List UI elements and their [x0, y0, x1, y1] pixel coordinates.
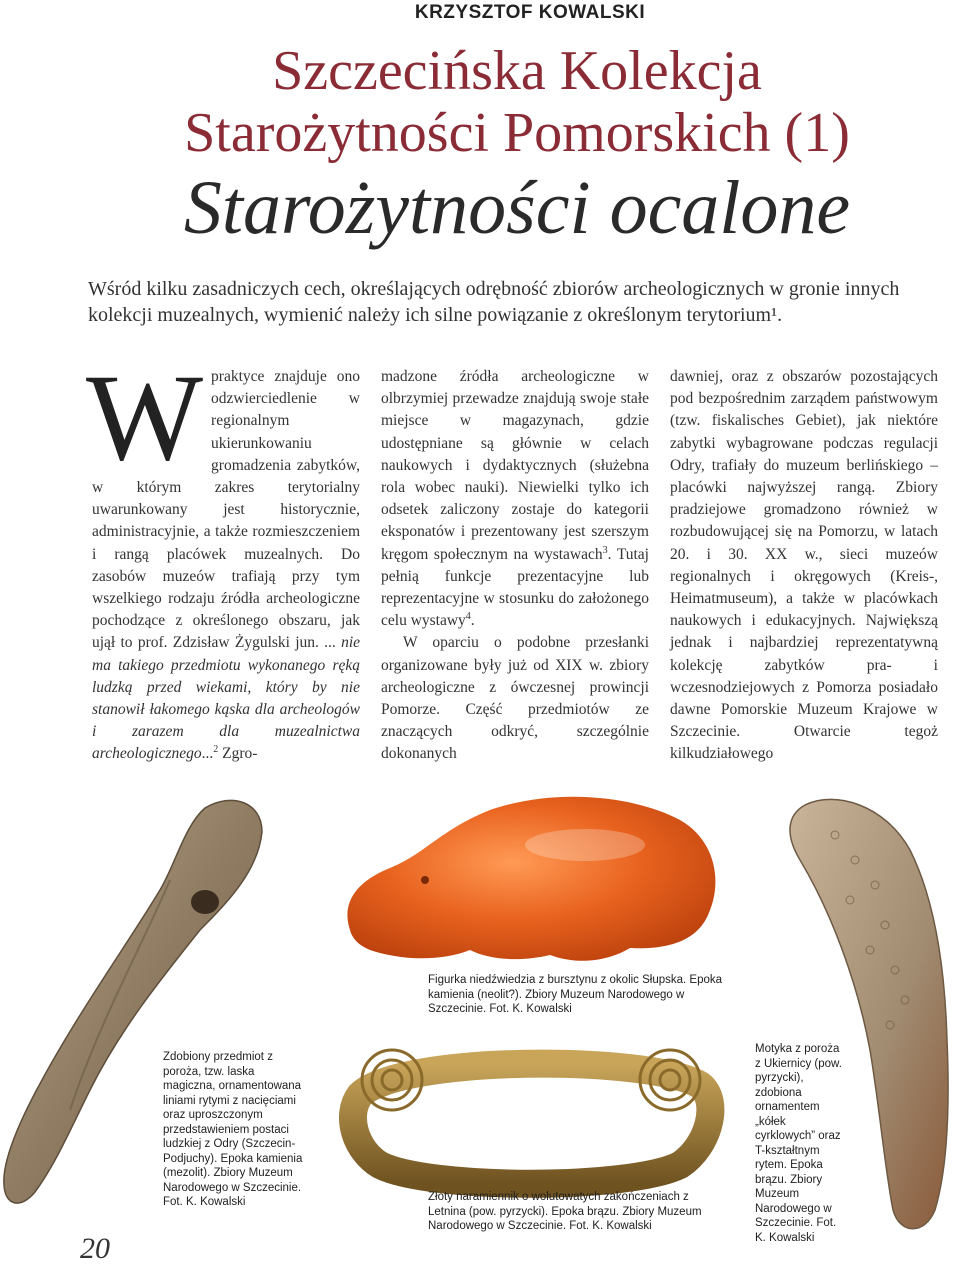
title-line-1: Szczecińska Kolekcja: [272, 40, 762, 102]
caption-antler-mattock: Motyka z poroża z Ukiernicy (pow. pyrzycki), zdobiona ornamentem „kółek cyrklowych” oraz T-kształtnym rytem. Epoka brązu. Zbiory Muzeum Narodowego w Szczecinie. Fot. K. Kowalski: [755, 1043, 842, 1244]
column2-text-c: .: [470, 612, 475, 630]
page-number: 20: [80, 1232, 110, 1265]
caption-antler-staff: Zdobiony przedmiot z poroża, tzw. laska magiczna, ornamentowana liniami rytymi z nacięciami oraz uproszczonym przedstawieniem postaci ludzkiej z Odry (Szczecin-Podjuchy). Epoka kamienia (mezolit). Zbiory Muzeum Narodowego w Szczecinie. Fot. K. Kowalski: [163, 1051, 303, 1208]
column1-paragraph: [86, 349, 360, 766]
column1-quote: nie ma takiego przedmiotu wykonanego ręką ludzką przed wiekami, który by nie stanowił łakomego kąska dla archeologów i zarazem dla muzealnictwa archeologicznego: [92, 634, 360, 763]
footnote-ref-3: 3: [602, 544, 608, 556]
lead-paragraph: Wśród kilku zasadniczych cech, określających odrębność zbiorów archeologicznych w gronie innych kolekcji muzealnych, wymienić należy ich silne powiązanie z określonym terytorium¹.: [88, 278, 900, 326]
column2-text-a: madzone źródła archeologiczne w olbrzymiej przewadze znajdują swoje stałe miejsce w magazynach, gdzie udostępniane są głównie w celach naukowych i dydaktycznych (służebna rola wobec nauki). Niewielki tylko ich odsetek zaliczony zostaje do kategorii eksponatów i prezentowany jest szerszym kręgom społecznym na wystawach: [381, 368, 649, 563]
article-column-2: [381, 366, 649, 766]
footnote-ref-2: 2: [213, 744, 219, 756]
column3-paragraph: dawniej, oraz z obszarów pozostających pod bezpośrednim zarządem państwowym (tzw. fiskalisches Gebiet), jak niektóre zabytki wybagrowane podczas regulacji Odry, trafiały do muzeum berlińskiego – placówki najwyższej rangą. Zbiory pradziejowe gromadzono również w rozbudowującej się na Pomorzu, w latach 20. i 30. XX w., sieci muzeów regionalnych i okręgowych (Kreis-, Heimatmuseum), a także w placówkach naukowych i edukacyjnych. Największą jednak i najbardziej reprezentatywną kolekcję zabytków pra- i wczesnodziejowych z Pomorza posiadało dawne Pomorskie Muzeum Krajowe w Szczecinie. Otwarcie tegoż kilkudziałowego: [670, 368, 938, 763]
column2-paragraph-1: [381, 366, 649, 632]
bronze-bracelet-photo: [330, 1025, 730, 1195]
column1-text-c: Zgro-: [218, 745, 258, 763]
title-line-2: Starożytności Pomorskich (1): [184, 102, 850, 164]
column2-text-b: . Tutaj pełnią funkcje prezentacyjne lub reprezentacyjne w stosunku do założonego celu wystawy: [381, 545, 649, 630]
column1-text-a: praktyce znajduje ono odzwierciedlenie w regionalnym ukierunkowaniu gromadzenia zabytków, w którym zakres terytorialny uwarunkowany jest historycznie, administracyjnie, a także rozmieszczeniem i rangą placówek muzealnych. Do zasobów muzeów trafiają przy tym wszelkiego rodzaju źródła archeologiczne pochodzące z określonego obszaru, jak ujął to prof. Zdzisław Żygulski jun. ...: [92, 368, 360, 652]
column1-text-b: ...: [201, 745, 214, 763]
caption-bronze-bracelet: Złoty naramiennik o wolutowatych zakończeniach z Letnina (pow. pyrzycki). Epoka brązu. Zbiory Muzeum Narodowego w Szczecinie. Fot. K. Kowalski: [428, 1191, 702, 1232]
amber-bear-photo: [330, 790, 730, 980]
article-column-3: [670, 366, 938, 766]
title-line-3: Starożytności ocalone: [183, 166, 851, 250]
drop-cap: W: [86, 349, 204, 486]
article-column-1: [86, 349, 360, 766]
caption-amber-bear: Figurka niedźwiedzia z bursztynu z okolic Słupska. Epoka kamienia (neolit?). Zbiory Muzeum Narodowego w Szczecinie. Fot. K. Kowalski: [428, 974, 723, 1015]
footnote-ref-4: 4: [465, 611, 471, 623]
column2-paragraph-2: W oparciu o podobne przesłanki organizowane były już od XIX w. zbiory archeologiczne z ówczesnej prowincji Pomorze. Część przedmiotów ze znaczących odkryć, szczególnie dokonanych: [381, 634, 649, 763]
author-name: KRZYSZTOF KOWALSKI: [414, 2, 646, 23]
